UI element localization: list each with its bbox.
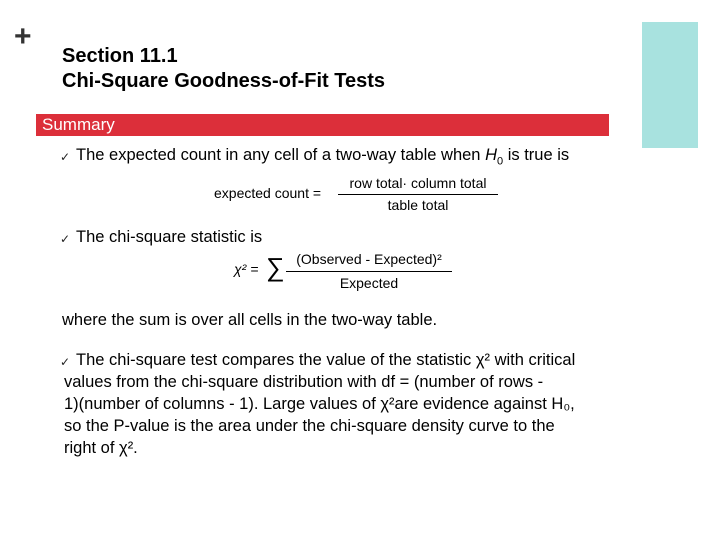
- note-text: where the sum is over all cells in the two-way table.: [62, 311, 438, 329]
- decorative-block: [642, 22, 698, 148]
- bullet-1-text: The expected count in any cell of a two-way table when: [76, 146, 481, 164]
- bullet-2-text: The chi-square statistic is: [76, 228, 263, 246]
- check-icon: ✓: [60, 232, 71, 246]
- fraction-bar: [338, 194, 498, 195]
- bullet-3-line-1: The chi-square test compares the value of the statistic χ² with critical: [76, 351, 576, 369]
- formula-1-lhs: expected count =: [214, 185, 322, 201]
- summary-label: Summary: [42, 115, 115, 134]
- bullet-1: [76, 145, 569, 172]
- summary-bar: [36, 114, 609, 136]
- title-line-1: Section 11.1: [62, 45, 178, 67]
- formula-1-denominator: table total: [387, 197, 449, 213]
- bullet-1-sub: 0: [497, 155, 504, 168]
- plus-icon: +: [14, 20, 32, 53]
- formula-1-numerator: row total· column total: [349, 175, 487, 191]
- bullet-3-line-2: values from the chi-square distribution with df = (number of rows -: [64, 373, 544, 391]
- slide-title: [62, 44, 385, 94]
- formula-2-numerator: (Observed - Expected)²: [296, 251, 442, 267]
- formula-2-lhs: χ² =: [234, 261, 259, 277]
- fraction-bar: [286, 271, 452, 272]
- bullet-3-line-3: 1)(number of columns - 1). Large values of χ²are evidence against H₀,: [64, 395, 575, 413]
- formula-2-denominator: Expected: [339, 275, 399, 291]
- title-line-2: Chi-Square Goodness-of-Fit Tests: [62, 70, 385, 92]
- bullet-3-line-5: right of χ².: [64, 439, 138, 457]
- sigma-symbol: ∑: [266, 252, 285, 282]
- check-icon: ✓: [60, 355, 71, 369]
- check-icon: ✓: [60, 150, 71, 164]
- bullet-1-tail: is true is: [507, 146, 570, 164]
- bullet-3-line-4: so the P-value is the area under the chi-square density curve to the: [64, 417, 555, 435]
- bullet-1-h: H: [485, 146, 497, 164]
